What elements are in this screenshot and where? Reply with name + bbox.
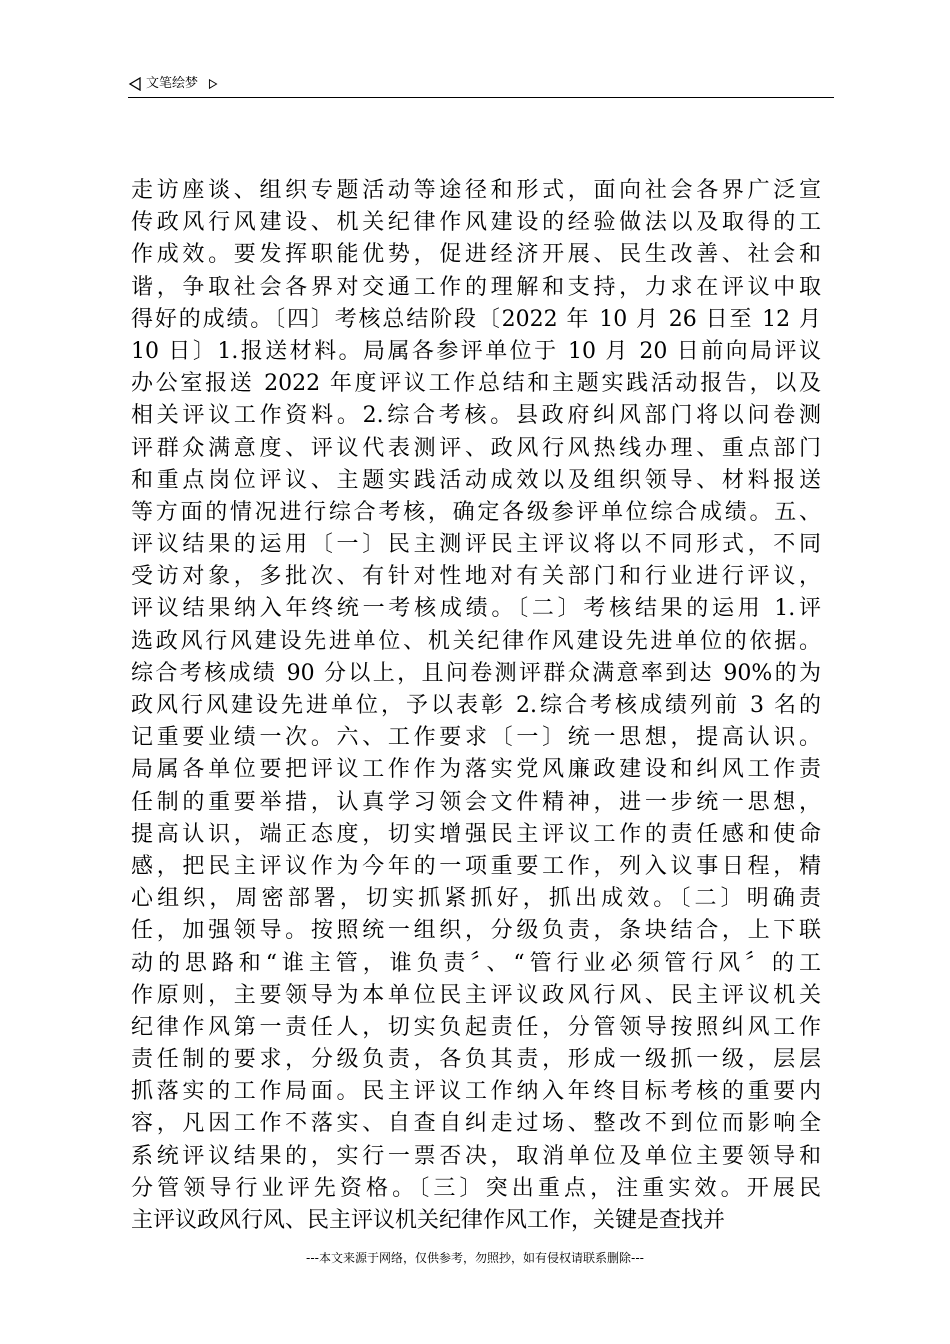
body-line: 记重要业绩一次。六、工作要求〔一〕统一思想，提高认识。 <box>131 725 821 751</box>
body-line: 政风行风建设先进单位，予以表彰 2.综合考核成绩列前 3 名的 <box>131 693 821 718</box>
body-line: 综合考核成绩 90 分以上，且问卷测评群众满意率到达 90%的为 <box>131 660 821 686</box>
body-line: 评议结果的运用〔一〕民主测评民主评议将以不同形式，不同 <box>131 532 821 558</box>
triangle-right-icon <box>208 79 218 89</box>
body-line: 作成效。要发挥职能优势，促进经济开展、民生改善、社会和 <box>131 242 821 268</box>
header-title: 文笔绘梦 <box>146 76 199 91</box>
body-line: 抓落实的工作局面。民主评议工作纳入年终目标考核的重要内 <box>131 1079 821 1105</box>
body-line: 任制的重要举措，认真学习领会文件精神，进一步统一思想， <box>131 789 821 815</box>
body-line: 纪律作风第一责任人，切实负起责任，分管领导按照纠风工作 <box>131 1014 821 1040</box>
footer-disclaimer: ---本文来源于网络，仅供参考，勿照抄，如有侵权请联系删除--- <box>306 1251 644 1265</box>
body-line: 得好的成绩。〔四〕考核总结阶段〔2022 年 10 月 26 日至 12 月 <box>131 306 821 332</box>
page-header <box>128 74 834 98</box>
body-line: 10 日〕1.报送材料。局属各参评单位于 10 月 20 日前向局评议 <box>131 338 821 364</box>
body-line: 评群众满意度、评议代表测评、政风行风热线办理、重点部门 <box>131 435 821 461</box>
body-line: 系统评议结果的，实行一票否决，取消单位及单位主要领导和 <box>131 1143 821 1169</box>
body-line: 任，加强领导。按照统一组织，分级负责，条块结合，上下联 <box>131 918 821 944</box>
body-line: 主评议政风行风、民主评议机关纪律作风工作，关键是查找并 <box>131 1208 726 1233</box>
body-line: 提高认识，端正态度，切实增强民主评议工作的责任感和使命 <box>131 821 821 847</box>
body-line: 等方面的情况进行综合考核，确定各级参评单位综合成绩。五、 <box>131 499 821 525</box>
body-line: 谐，争取社会各界对交通工作的理解和支持，力求在评议中取 <box>131 274 821 300</box>
body-line: 感，把民主评议作为今年的一项重要工作，列入议事日程，精 <box>131 853 821 879</box>
body-line: 和重点岗位评议、主题实践活动成效以及组织领导、材料报送 <box>131 467 821 493</box>
body-line: 心组织，周密部署，切实抓紧抓好，抓出成效。〔二〕明确责 <box>131 886 821 912</box>
body-line: 局属各单位要把评议工作作为落实党风廉政建设和纠风工作责 <box>131 757 821 783</box>
body-line: 走访座谈、组织专题活动等途径和形式，面向社会各界广泛宣 <box>131 178 821 203</box>
body-line: 责任制的要求，分级负责，各负其责，形成一级抓一级，层层 <box>131 1047 821 1073</box>
body-line: 相关评议工作资料。2.综合考核。县政府纠风部门将以问卷测 <box>131 403 821 429</box>
triangle-left-icon <box>128 77 142 91</box>
body-line: 办公室报送 2022 年度评议工作总结和主题实践活动报告，以及 <box>131 371 821 397</box>
body-line: 评议结果纳入年终统一考核成绩。〔二〕考核结果的运用 1.评 <box>131 596 821 622</box>
body-line: 受访对象，多批次、有针对性地对有关部门和行业进行评议， <box>131 564 821 590</box>
body-line: 容，凡因工作不落实、自查自纠走过场、整改不到位而影响全 <box>131 1111 821 1137</box>
body-line: 选政风行风建设先进单位、机关纪律作风建设先进单位的依据。 <box>131 628 821 654</box>
body-line: 动的思路和“谁主管，谁负责〞、“管行业必须管行风〞的工 <box>131 950 821 976</box>
body-line: 传政风行风建设、机关纪律作风建设的经验做法以及取得的工 <box>131 210 821 236</box>
body-line: 分管领导行业评先资格。〔三〕突出重点，注重实效。开展民 <box>131 1175 821 1201</box>
header-rule <box>128 97 834 98</box>
body-line: 作原则，主要领导为本单位民主评议政风行风、民主评议机关 <box>131 982 821 1008</box>
document-body <box>131 175 821 1237</box>
